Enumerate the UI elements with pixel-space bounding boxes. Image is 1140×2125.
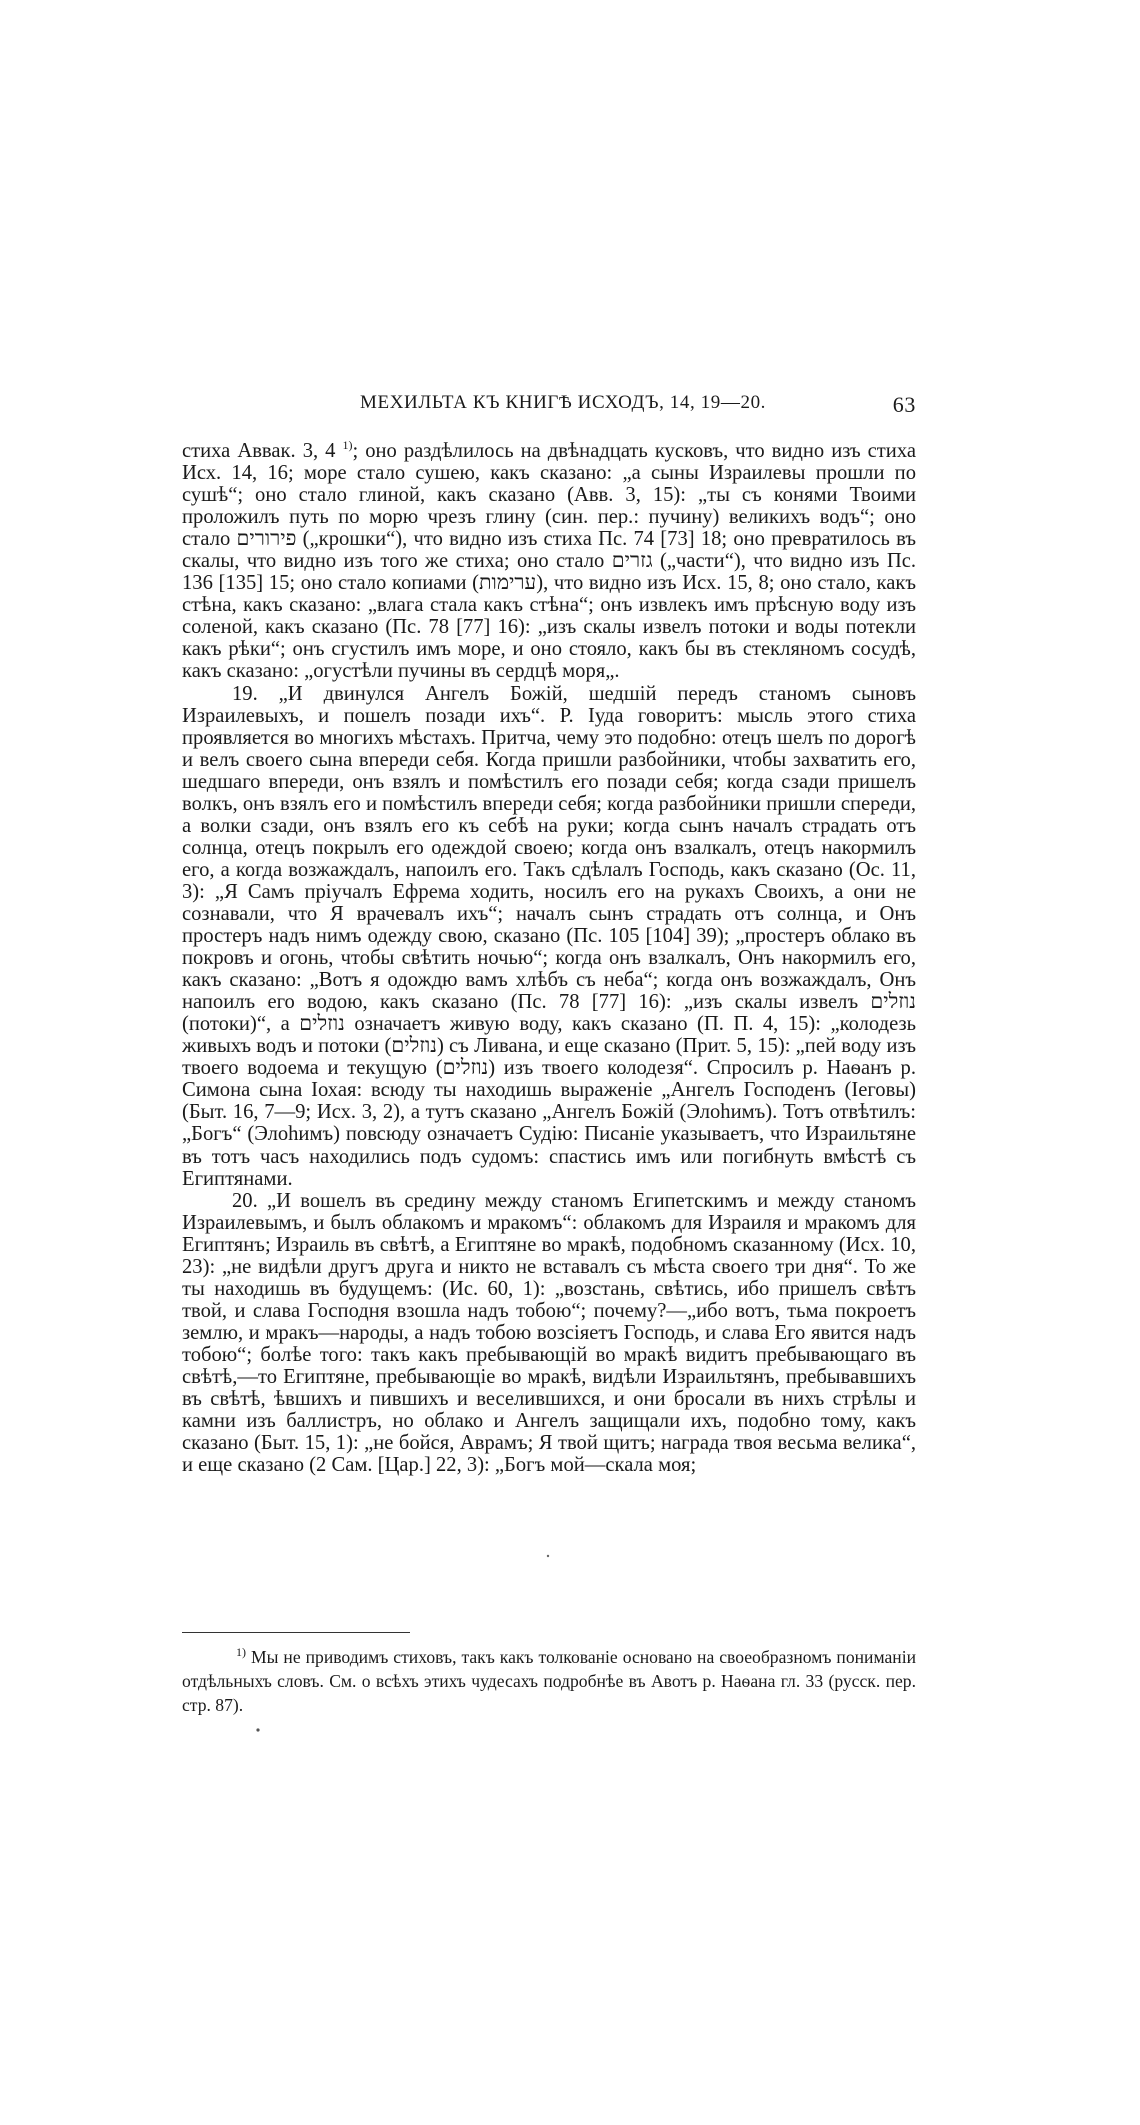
main-text (182, 440, 916, 1476)
ink-speck (256, 1728, 259, 1731)
page-number: 63 (892, 392, 916, 417)
footnote-text: Мы не приводимъ стиховъ, такъ какъ толкованіе основано на своеобразномъ пониманіи отдѣльныхъ словъ. См. о всѣхъ этихъ чудесахъ подробнѣе въ Авотъ р. Наѳана гл. 33 (русск. пер. стр. 87). (182, 1647, 917, 1715)
running-head (182, 392, 916, 422)
ink-speck (547, 1555, 549, 1557)
paragraph-verse-19: 19. „И двинулся Ангелъ Божій, шедшій передъ станомъ сыновъ Израилевыхъ, и пошелъ позади ихъ“. Р. Іуда говоритъ: мысль этого стиха проявляется во многихъ мѣстахъ. Притча, чему это подобно: отецъ шелъ по дорогѣ и велъ своего сына впереди себя. Когда пришли разбойники, чтобы захватить его, шедшаго впереди, онъ взялъ и помѣстилъ его позади себя; когда сзади пришелъ волкъ, онъ взялъ его и помѣстилъ впереди себя; когда разбойники пришли спереди, а волки сзади, онъ взялъ его къ себѣ на руки; когда сынъ началъ страдать отъ солнца, отецъ покрылъ его одеждой своею; когда онъ взалкалъ, отецъ накормилъ его, а когда возжаждалъ, напоилъ его. Такъ сдѣлалъ Господь, какъ сказано (Ос. 11, 3): „Я Самъ пріучалъ Ефрема ходить, носилъ его на рукахъ Своихъ, а они не сознавали, что Я врачевалъ ихъ“; началъ сынъ страдать отъ солнца, и Онъ простеръ надъ нимъ одежду свою, сказано (Пс. 105 [104] 39); „простеръ облако въ покровъ и огонь, чтобы свѣтить ночью“; когда онъ взалкалъ, Онъ накормилъ его, какъ сказано: „Вотъ я одождю вамъ хлѣбъ съ неба“; когда онъ возжаждалъ, Онъ напоилъ его водою, какъ сказано (Пс. 78 [77] 16): „изъ скалы извелъ נוזלים (потоки)“, а נוזלים означаетъ живую воду, какъ сказано (П. П. 4, 15): „колодезь живыхъ водъ и потоки (נוזלים) съ Ливана, и еще сказано (Прит. 5, 15): „пей воду изъ твоего водоема и текущую (נוזלים) изъ твоего колодезя“. Спросилъ р. Наѳанъ р. Симона сына Іохая: всюду ты находишь выраженіе „Ангелъ Господенъ (Іеговы) (Быт. 16, 7—9; Исх. 3, 2), а тутъ сказано „Ангелъ Божій (Элоһимъ). Тотъ отвѣтилъ: „Богъ“ (Элоһимъ) повсюду означаетъ Судію: Писаніе указываетъ, что Израильтяне въ тотъ часъ находились подъ судомъ: спастись имъ или погибнуть вмѣстѣ съ Египтянами. (182, 682, 916, 1190)
paragraph-verse-20: 20. „И вошелъ въ средину между станомъ Египетскимъ и между станомъ Израилевымъ, и былъ облакомъ и мракомъ“: облакомъ для Израиля и мракомъ для Египтянъ; Израиль въ свѣтѣ, а Египтяне во мракѣ, подобномъ сказанному (Исх. 10, 23): „не видѣли другъ друга и никто не вставалъ съ мѣста своего три дня“. То же ты находишь въ будущемъ: (Ис. 60, 1): „возстань, свѣтись, ибо пришелъ свѣтъ твой, и слава Господня взошла надъ тобою“; почему?—„ибо вотъ, тьма покроетъ землю, и мракъ—народы, а надъ тобою возсіяетъ Господь, и слава Его явится надъ тобою“; болѣе того: такъ какъ пребывающій во мракѣ видитъ пребывающаго въ свѣтѣ,—то Египтяне, пребывающіе во мракѣ, видѣли Израильтянъ, пребывавшихъ въ свѣтѣ, ѣвшихъ и пившихъ и веселившихся, и они бросали въ нихъ стрѣлы и камни изъ баллистръ, но облако и Ангелъ защищали ихъ, подобно тому, какъ сказано (Быт. 15, 1): „не бойся, Аврамъ; Я твой щитъ; награда твоя весьма велика“, и еще сказано (2 Сам. [Цар.] 22, 3): „Богъ мой—скала моя; (182, 1189, 916, 1477)
footnote-marker: 1) (236, 1645, 246, 1660)
footnote-reference: 1) (342, 438, 353, 453)
footnote-paragraph (182, 1645, 916, 1717)
paragraph-text-rest: ; оно раздѣлилось на двѣнадцать кусковъ, что видно изъ стиха Исх. 14, 16; море стало сушею, какъ сказано: „а сыны Израилевы прошли по сушѣ“; оно стало глиной, какъ сказано (Авв. 3, 15): „ты съ конями Твоими проложилъ путь по морю чрезъ глину (син. пер.: пучину) великихъ водъ“; оно стало פירורים („крошки“), что видно изъ стиха Пс. 74 [73] 18; оно превратилось въ скалы, что видно изъ того же стиха; оно стало גזרים („части“), что видно изъ Пс. 136 [135] 15; оно стало копиами (ערימות), что видно изъ Исх. 15, 8; оно стало, какъ стѣна, какъ сказано: „влага стала какъ стѣна“; онъ извлекъ имъ прѣсную воду изъ соленой, какъ сказано (Пс. 78 [77] 16): „изъ скалы извелъ потоки и воды потекли какъ рѣки“; онъ сгустилъ имъ море, и оно стояло, какъ бы въ стекляномъ сосудѣ, какъ сказано: „огустѣли пучины въ сердцѣ моря„. (182, 440, 916, 683)
paragraph-text-start: стиха Аввак. 3, 4 (182, 440, 336, 462)
footnote (182, 1645, 916, 1717)
footnote-separator (182, 1632, 410, 1633)
running-title: МЕХИЛЬТА КЪ КНИГѢ ИСХОДЪ, 14, 19—20. (360, 392, 767, 413)
paragraph-continued (182, 440, 916, 683)
